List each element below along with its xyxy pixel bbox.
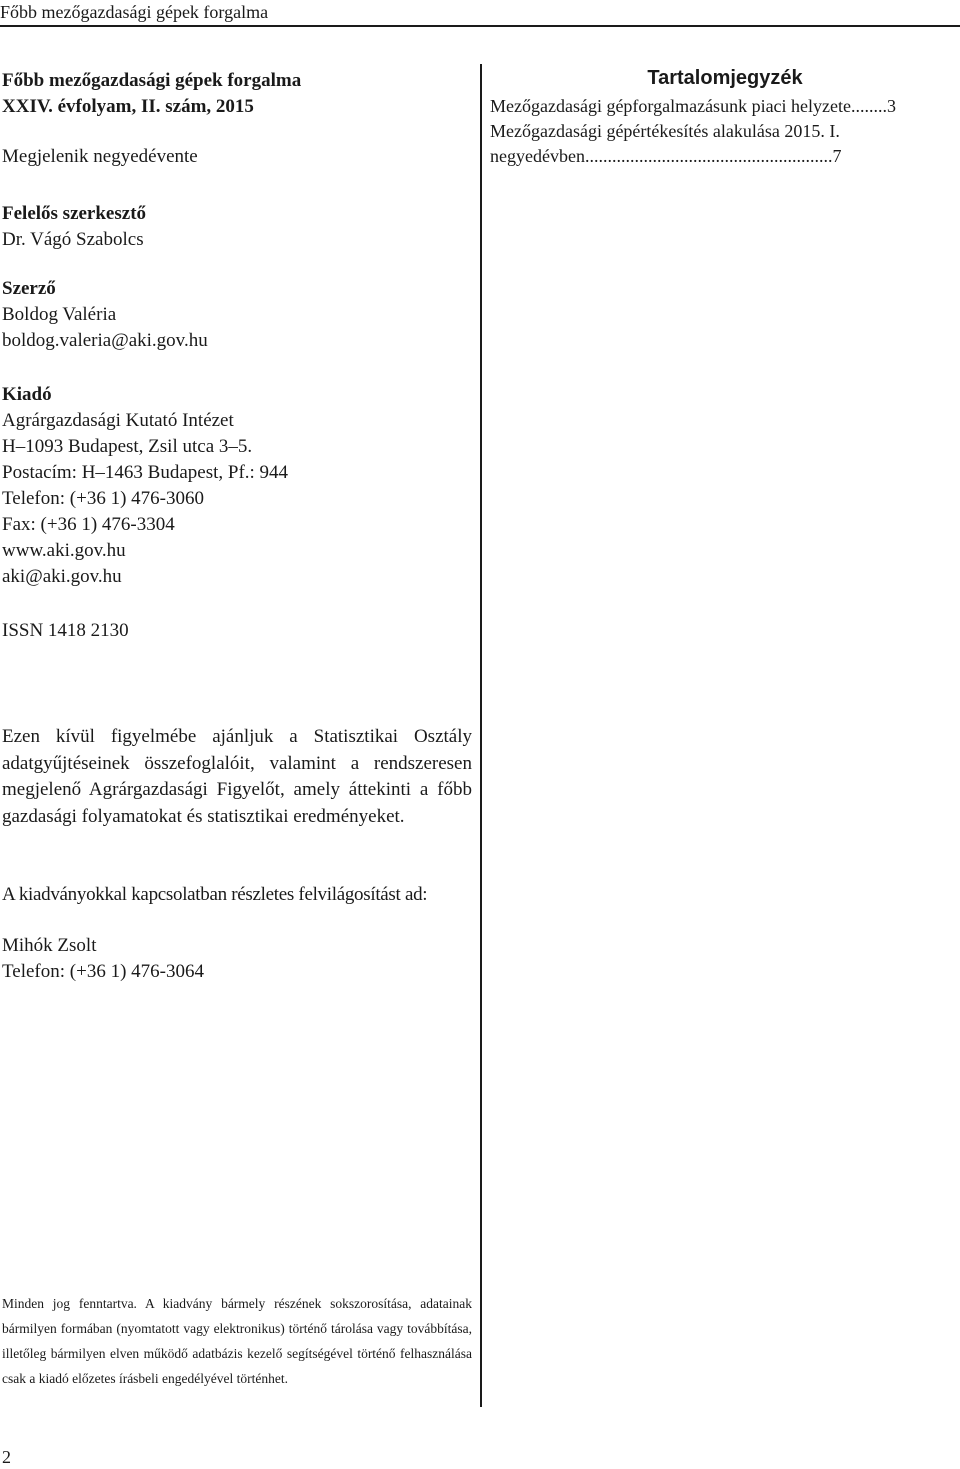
toc-entry-2[interactable]: Mezőgazdasági gépértékesítés alakulása 2015. I. bbox=[490, 121, 840, 141]
copyright-notice: Minden jog fenntartva. A kiadvány bármely részének sokszorosítása, adatainak bármilyen formában (nyomtatott vagy elektronikus) történő tárolása vagy továbbítása, illetőleg bármilyen elven működő adatbázis kezelő segítségével történő felhasználása csak a kiadó előzetes írásbeli engedélyével történhet. bbox=[2, 1296, 472, 1386]
publisher-website: www.aki.gov.hu bbox=[2, 540, 126, 561]
page-number: 2 bbox=[2, 1447, 11, 1467]
toc-column bbox=[490, 64, 960, 169]
header-rule bbox=[0, 25, 960, 27]
author-name: Boldog Valéria bbox=[2, 304, 117, 325]
toc-title: Tartalomjegyzék bbox=[647, 67, 803, 89]
publisher-address: H–1093 Budapest, Zsil utca 3–5. bbox=[2, 436, 253, 457]
column-divider bbox=[480, 64, 482, 1407]
editor-label: Felelős szerkesztő bbox=[2, 203, 147, 224]
masthead-title: Főbb mezőgazdasági gépek forgalma bbox=[2, 70, 302, 91]
contact-phone: Telefon: (+36 1) 476-3064 bbox=[2, 961, 204, 982]
toc-entry-2-continued[interactable]: negyedévben.......................................................7 bbox=[490, 146, 842, 166]
issn: ISSN 1418 2130 bbox=[2, 620, 129, 641]
publisher-name: Agrárgazdasági Kutató Intézet bbox=[2, 410, 234, 431]
publisher-label: Kiadó bbox=[2, 384, 52, 405]
author-label: Szerző bbox=[2, 278, 56, 299]
masthead-frequency: Megjelenik negyedévente bbox=[2, 146, 198, 167]
author-email: boldog.valeria@aki.gov.hu bbox=[2, 330, 208, 351]
running-title: Főbb mezőgazdasági gépek forgalma bbox=[0, 2, 269, 22]
publisher-email: aki@aki.gov.hu bbox=[2, 566, 122, 587]
toc-list bbox=[490, 94, 960, 169]
contact-name: Mihók Zsolt bbox=[2, 935, 97, 956]
editor-name: Dr. Vágó Szabolcs bbox=[2, 229, 144, 250]
publisher-fax: Fax: (+36 1) 476-3304 bbox=[2, 514, 175, 535]
masthead-volume: XXIV. évfolyam, II. szám, 2015 bbox=[2, 96, 254, 117]
toc-entry-1[interactable]: Mezőgazdasági gépforgalmazásunk piaci helyzete........3 bbox=[490, 96, 897, 116]
recommendation-paragraph: Ezen kívül figyelmébe ajánljuk a Statisztikai Osztály adatgyűjtéseinek összefoglalóit, valamint a rendszeresen megjelenő Agrárgazdasági Figyelőt, amely áttekinti a főbb gazdasági folyamatokat és statisztikai eredményeket. bbox=[2, 726, 472, 827]
publisher-phone: Telefon: (+36 1) 476-3060 bbox=[2, 488, 204, 509]
publisher-postal: Postacím: H–1463 Budapest, Pf.: 944 bbox=[2, 462, 289, 483]
contact-intro: A kiadványokkal kapcsolatban részletes felvilágosítást ad: bbox=[2, 884, 428, 905]
